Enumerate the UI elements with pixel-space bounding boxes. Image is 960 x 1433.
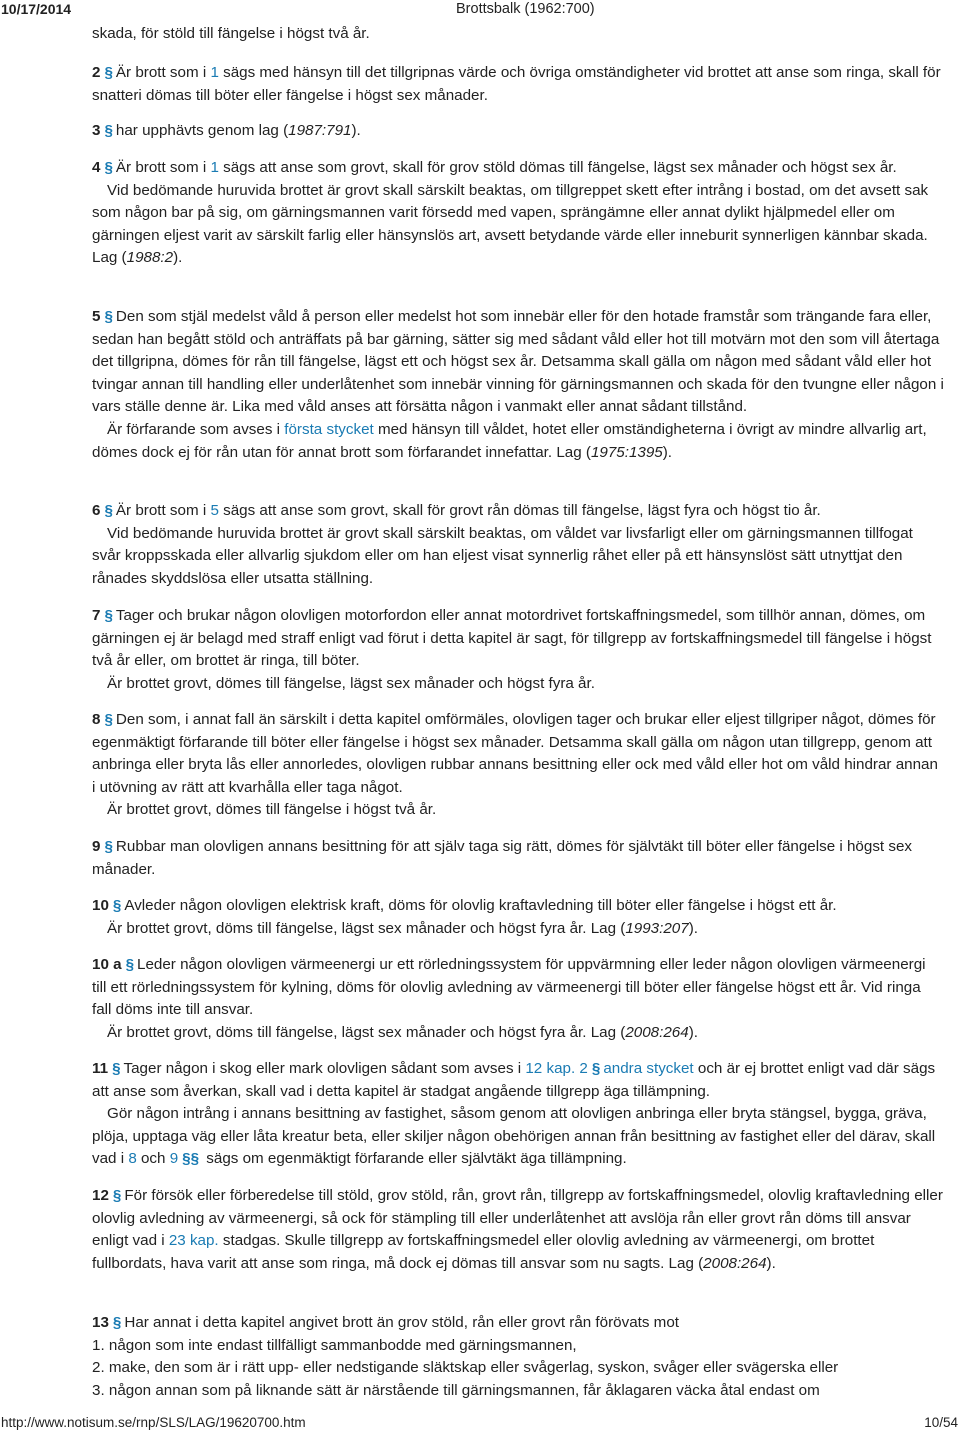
section-sign-link[interactable]: § — [112, 1187, 122, 1204]
paragraph: 13 § Har annat i detta kapitel angivet brott än grov stöld, rån eller grovt rån förövats mot — [92, 1314, 679, 1331]
section-sign-link[interactable]: § — [104, 607, 113, 624]
section-number: 13 — [92, 1314, 109, 1331]
section-sign-link[interactable]: § — [112, 1314, 122, 1331]
section-sign-link[interactable]: § — [112, 1060, 121, 1077]
law-reference: 2008:264 — [703, 1254, 767, 1272]
paragraph: 7 § Tager och brukar någon olovligen motorfordon eller annat motordrivet fortskaffningsmedel, som tillhör annan, dömes, om gärningen ej är belagd med straff enligt vad förut i detta kapitel är sagt, för tillgrepp av fortskaffningsmedel till fängelse i högst två år eller, om brottet är ringa, till böter. — [92, 607, 932, 670]
section-number: 10 a — [92, 956, 122, 973]
section-12 — [92, 1185, 944, 1275]
section-5 — [92, 306, 944, 464]
section-number: 3 — [92, 122, 101, 139]
section-sign-link[interactable]: § — [112, 897, 122, 914]
section-sign-link[interactable]: § — [104, 502, 113, 519]
section-sign-link[interactable]: §§ — [182, 1150, 200, 1168]
section-10a — [92, 954, 944, 1044]
paragraph: Är förfarande som avses i första stycket med hänsyn till våldet, hotet eller omständigheterna i övrigt av mindre allvarlig art, dömes dock ej för rån utan för annat brott som förfarandet innefattar. Lag (1975:1395). — [92, 420, 927, 461]
section-number: 8 — [92, 711, 101, 728]
section-number: 2 — [92, 64, 101, 81]
section-8 — [92, 709, 944, 822]
section-number: 7 — [92, 607, 101, 624]
paragraph-link[interactable]: andra stycket — [603, 1060, 694, 1077]
section-number: 4 — [92, 159, 101, 176]
list-item: 2. make, den som är i rätt upp- eller nedstigande släktskap eller svågerlag, syskon, svåger eller svägerska eller — [92, 1359, 839, 1377]
section-link[interactable]: 1 — [210, 159, 219, 176]
section-sign-link[interactable]: § — [591, 1060, 601, 1077]
paragraph: 6 § Är brott som i 5 sägs att anse som grovt, skall för grovt rån dömas till fängelse, lägst fyra och högst tio år. — [92, 502, 821, 519]
section-number: 6 — [92, 502, 101, 519]
section-sign-link[interactable]: § — [125, 956, 135, 973]
section-sign-link[interactable]: § — [104, 308, 113, 325]
section-sign-link[interactable]: § — [104, 122, 113, 139]
paragraph: Är brottet grovt, dömes till fängelse i högst två år. — [107, 801, 437, 819]
section-link[interactable]: 9 — [169, 1150, 179, 1168]
paragraph-link[interactable]: första stycket — [284, 420, 374, 438]
section-sign-link[interactable]: § — [104, 64, 113, 81]
paragraph: 12 § För försök eller förberedelse till stöld, grov stöld, rån, grovt rån, tillgrepp av fortskaffningsmedel, olovlig kraftavledning eller olovlig avledning av värmeenergi, så ock för stämpling till eller underlåtenhet att avslöja rån eller grovt rån döms till ansvar enligt vad i 23 kap. stadgas. Skulle tillgrepp av fortskaffningsmedel eller olovlig avledning av värmeenergi, om brottet fullbordats, hava varit att anse som ringa, må dock ej dömas till ansvar som nu sagts. Lag (2008:264). — [92, 1187, 943, 1272]
section-number: 5 — [92, 308, 101, 325]
law-reference: 1987:791 — [288, 122, 352, 139]
paragraph: skada, för stöld till fängelse i högst två år. — [92, 25, 370, 42]
paragraph: Vid bedömande huruvida brottet är grovt skall särskilt beaktas, om våldet var livsfarligt eller om gärningsmannen tillfogat svår kroppsskada eller allvarlig sjukdom eller om han eljest visat synnerlig råhet eller på ett hänsynslöst sätt utnyttjat den rånades skyddslösa eller utsatta ställning. — [92, 524, 913, 587]
law-reference: 2008:264 — [625, 1023, 689, 1041]
document-title: Brottsbalk (1962:700) — [456, 1, 595, 17]
law-reference: 1988:2 — [126, 249, 174, 267]
paragraph: Är brottet grovt, döms till fängelse, lägst sex månader och högst fyra år. Lag (2008:264). — [107, 1023, 698, 1041]
paragraph: 10 § Avleder någon olovligen elektrisk kraft, döms för olovlig kraftavledning till böter eller fängelse i högst ett år. — [92, 897, 837, 914]
paragraph: 4 § Är brott som i 1 sägs att anse som grovt, skall för grov stöld dömas till fängelse, lägst sex månader och högst sex år. — [92, 159, 897, 176]
paragraph: Gör någon intrång i annans besittning av fastighet, såsom genom att olovligen anbringa eller bryta stängsel, bygga, gräva, plöja, upptaga väg eller låta kreatur beta, eller skiljer någon obehörigen annan från besittning av fastighet eller del därav, skall vad i 8 och 9 §§ sägs om egenmäktigt förfarande eller självtäkt äga tillämpning. — [92, 1105, 936, 1168]
paragraph: Vid bedömande huruvida brottet är grovt skall särskilt beaktas, om tillgreppet skett efter intrång i bostad, om det avsett sak som någon bar på sig, om gärningsmannen varit försedd med vapen, sprängämne eller annat dylikt hjälpmedel eller om gärningen eljest varit av särskilt farlig eller hänsynslös art, avsett betydande värde eller inneburit synnerligen kännbar skada. Lag (1988:2). — [92, 181, 929, 267]
paragraph: 3 § har upphävts genom lag (1987:791). — [92, 122, 361, 139]
section-13 — [92, 1312, 944, 1402]
section-number: 11 — [92, 1060, 109, 1077]
section-link[interactable]: 8 — [128, 1150, 137, 1168]
paragraph: 9 § Rubbar man olovligen annans besittning för att själv taga sig rätt, dömes för självtäkt till böter eller fängelse i högst sex månader. — [92, 838, 912, 878]
section-3 — [92, 120, 944, 143]
paragraph: 11 § Tager någon i skog eller mark olovligen sådant som avses i 12 kap. 2 § andra stycket och är ej brottet enligt vad där sägs att anse som åverkan, skall vad i detta kapitel är stadgat angående tillgrepp äga tillämpning. — [92, 1060, 936, 1100]
paragraph: 8 § Den som, i annat fall än särskilt i detta kapitel omförmäles, olovligen tager och brukar eller eljest tillgriper något, dömes för egenmäktigt förfarande till böter eller fängelse i högst sex månader. Detsamma skall gälla om någon utan tillgrepp, genom att anbringa eller bryta lås eller annorledes, olovligen rubbar annans besittning eller ock med våld eller hot om våld hindrar annan i utövning av rätt att kvarhålla eller taga något. — [92, 711, 938, 796]
page-number: 10/54 — [924, 1415, 958, 1430]
paragraph: 2 § Är brott som i 1 sägs med hänsyn till det tillgripnas värde och övriga omständigheter vid brottet att anse som ringa, skall för snatteri dömas till böter eller fängelse i högst sex månader. — [92, 64, 941, 104]
chapter-link[interactable]: 12 kap. — [525, 1060, 576, 1077]
section-11 — [92, 1058, 944, 1171]
paragraph: Är brottet grovt, döms till fängelse, lägst sex månader och högst fyra år. Lag (1993:207). — [107, 919, 698, 937]
source-url: http://www.notisum.se/rnp/SLS/LAG/19620700.htm — [1, 1415, 306, 1430]
section-sign-link[interactable]: § — [104, 838, 113, 855]
list-item: 3. någon annan som på liknande sätt är närstående till gärningsmannen, får åklagaren väcka åtal endast om — [92, 1381, 820, 1399]
law-reference: 1993:207 — [625, 919, 689, 937]
law-reference: 1975:1395 — [590, 443, 663, 461]
section-link[interactable]: 2 — [579, 1060, 588, 1077]
section-1-continuation — [92, 23, 944, 46]
print-date: 10/17/2014 — [1, 1, 72, 17]
section-number: 9 — [92, 838, 101, 855]
paragraph: 5 § Den som stjäl medelst våld å person eller medelst hot som innebär eller för den hotade framstår som trängande fara eller, sedan han begått stöld och anträffats på bar gärning, sätter sig med sådant våld eller hot till motvärn mot den som vill återtaga det tillgripna, dömes för rån till fängelse, lägst ett och högst sex år. Detsamma skall gälla om någon med sådant våld eller hot tvingar annan till handling eller underlåtenhet som innebär vinning för gärningsmannen och skada för den tvungne eller någon i vars ställe denne är. Lika med våld anses att försätta någon i vanmakt eller annat sådant tillstånd. — [92, 308, 944, 416]
section-number: 12 — [92, 1187, 109, 1204]
section-sign-link[interactable]: § — [104, 711, 113, 728]
section-10 — [92, 895, 944, 940]
section-2 — [92, 62, 944, 107]
paragraph: 10 a § Leder någon olovligen värmeenergi ur ett rörledningssystem för uppvärmning eller leder någon olovligen värmeenergi till ett rörledningssystem för kylning, döms för olovlig avledning av värmeenergi till böter eller fängelse högst ett år. Vid ringa fall döms inte till ansvar. — [92, 956, 926, 1019]
section-number: 10 — [92, 897, 109, 914]
section-6 — [92, 500, 944, 590]
section-sign-link[interactable]: § — [104, 159, 113, 176]
chapter-link[interactable]: 23 kap. — [168, 1232, 219, 1250]
section-9 — [92, 836, 944, 881]
list-item: 1. någon som inte endast tillfälligt sammanbodde med gärningsmannen, — [92, 1336, 577, 1354]
section-7 — [92, 605, 944, 695]
paragraph: Är brottet grovt, dömes till fängelse, lägst sex månader och högst fyra år. — [107, 674, 595, 692]
section-4 — [92, 157, 944, 270]
section-link[interactable]: 1 — [210, 64, 219, 81]
section-link[interactable]: 5 — [210, 502, 219, 519]
